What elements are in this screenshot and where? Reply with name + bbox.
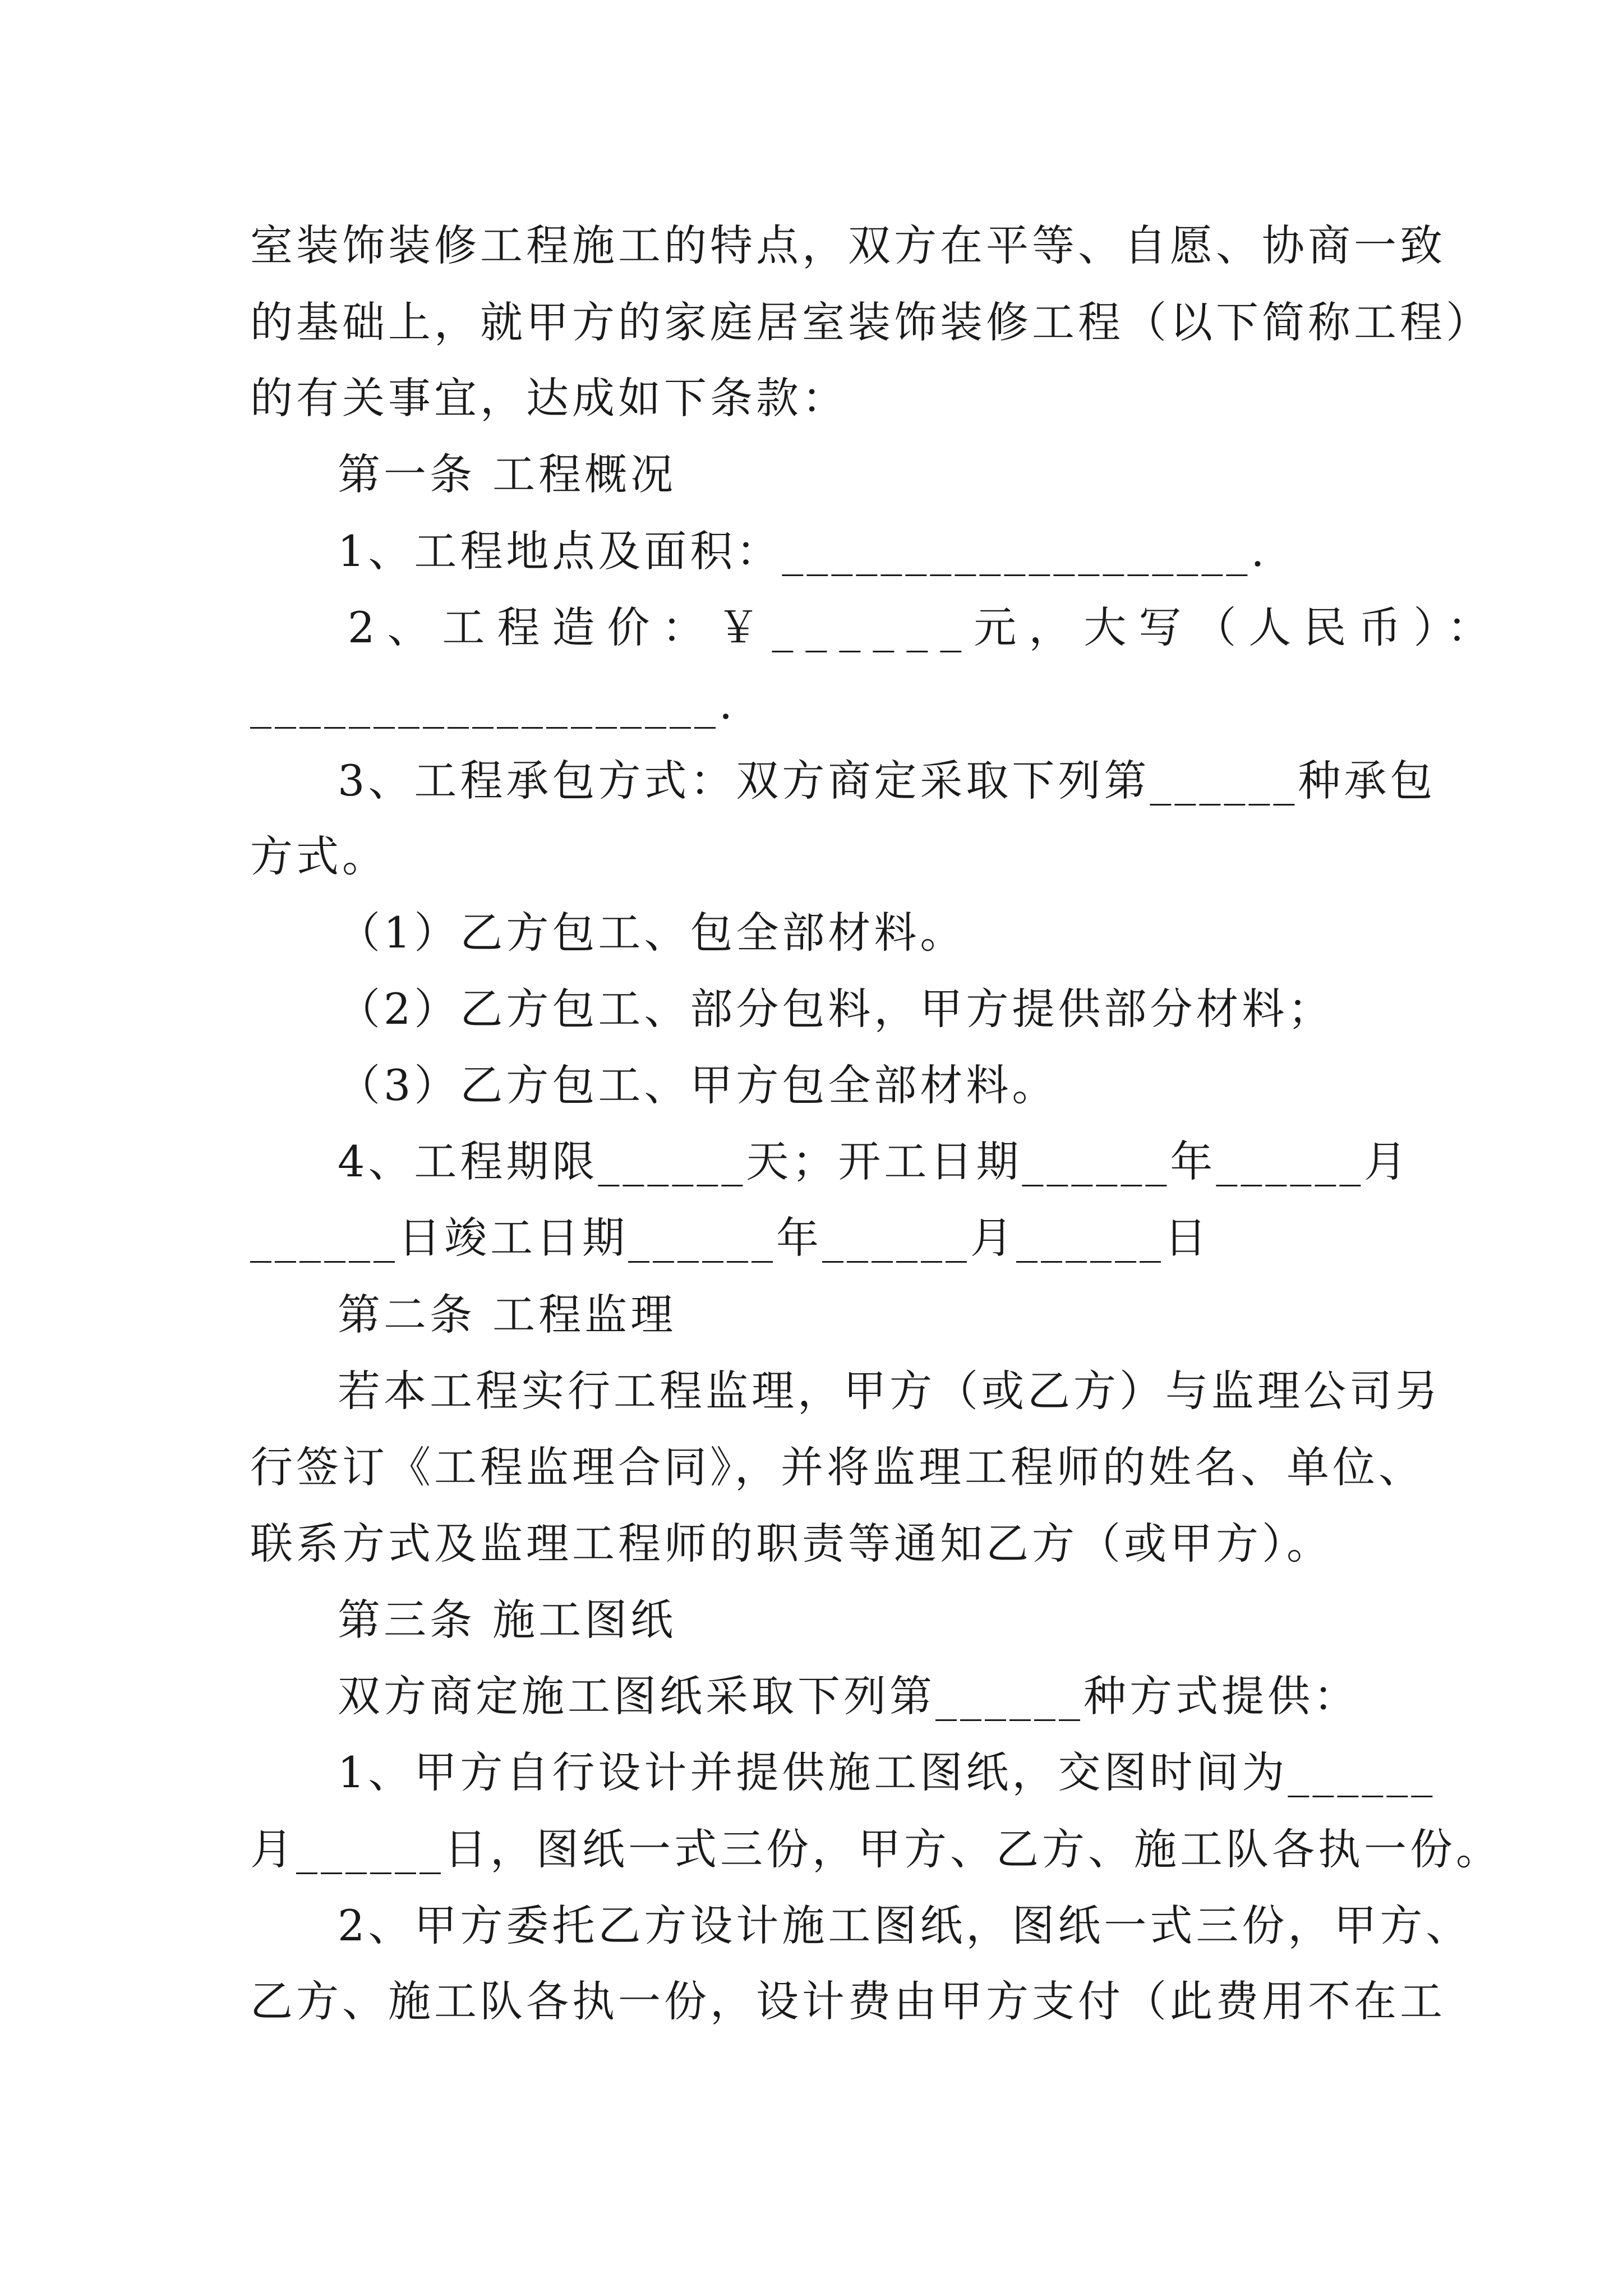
paragraph-line: 双方商定施工图纸采取下列第______种方式提供： bbox=[338, 1671, 1359, 1721]
paragraph-line: 联系方式及监理工程师的职责等通知乙方（或甲方）。 bbox=[250, 1519, 1332, 1568]
paragraph-line: 方式。 bbox=[250, 831, 388, 881]
list-item: （1）乙方包工、包全部材料。 bbox=[338, 908, 966, 958]
paragraph-line: 4、工程期限______天；开工日期______年______月 bbox=[338, 1137, 1410, 1186]
paragraph-line: 月______日，图纸一式三份，甲方、乙方、施工队各执一份。 bbox=[250, 1824, 1502, 1874]
section-heading: 第三条 施工图纸 bbox=[338, 1595, 677, 1645]
paragraph-line: 的有关事宜，达成如下条款： bbox=[250, 373, 848, 423]
paragraph-line: 室装饰装修工程施工的特点，双方在平等、自愿、协商一致 bbox=[250, 220, 1446, 270]
paragraph-line: 乙方、施工队各执一份，设计费由甲方支付（此费用不在工 bbox=[250, 1976, 1446, 2026]
paragraph-line: 若本工程实行工程监理，甲方（或乙方）与监理公司另 bbox=[338, 1366, 1441, 1416]
section-heading: 第一条 工程概况 bbox=[338, 449, 677, 499]
list-item: （3）乙方包工、甲方包全部材料。 bbox=[338, 1060, 1058, 1110]
paragraph-line: ___________________. bbox=[250, 679, 736, 729]
paragraph-line: 的基础上，就甲方的家庭居室装饰装修工程（以下简称工程） bbox=[250, 297, 1492, 347]
paragraph-line: 1、甲方自行设计并提供施工图纸，交图时间为______ bbox=[338, 1747, 1436, 1797]
list-item: （2）乙方包工、部分包料，甲方提供部分材料； bbox=[338, 984, 1334, 1034]
paragraph-line: 3、工程承包方式：双方商定采取下列第______种承包 bbox=[338, 756, 1436, 806]
paragraph-line: 1、工程地点及面积：___________________. bbox=[338, 526, 1268, 576]
paragraph-line: ______日竣工日期______年______月______日 bbox=[250, 1213, 1210, 1263]
paragraph-line: 2、甲方委托乙方设计施工图纸，图纸一式三份，甲方、 bbox=[338, 1901, 1472, 1950]
section-heading: 第二条 工程监理 bbox=[338, 1290, 677, 1340]
paragraph-line: 2、工程造价：￥______元，大写（人民币）： bbox=[348, 602, 1502, 652]
paragraph-line: 行签订《工程监理合同》，并将监理工程师的姓名、单位、 bbox=[250, 1442, 1424, 1492]
